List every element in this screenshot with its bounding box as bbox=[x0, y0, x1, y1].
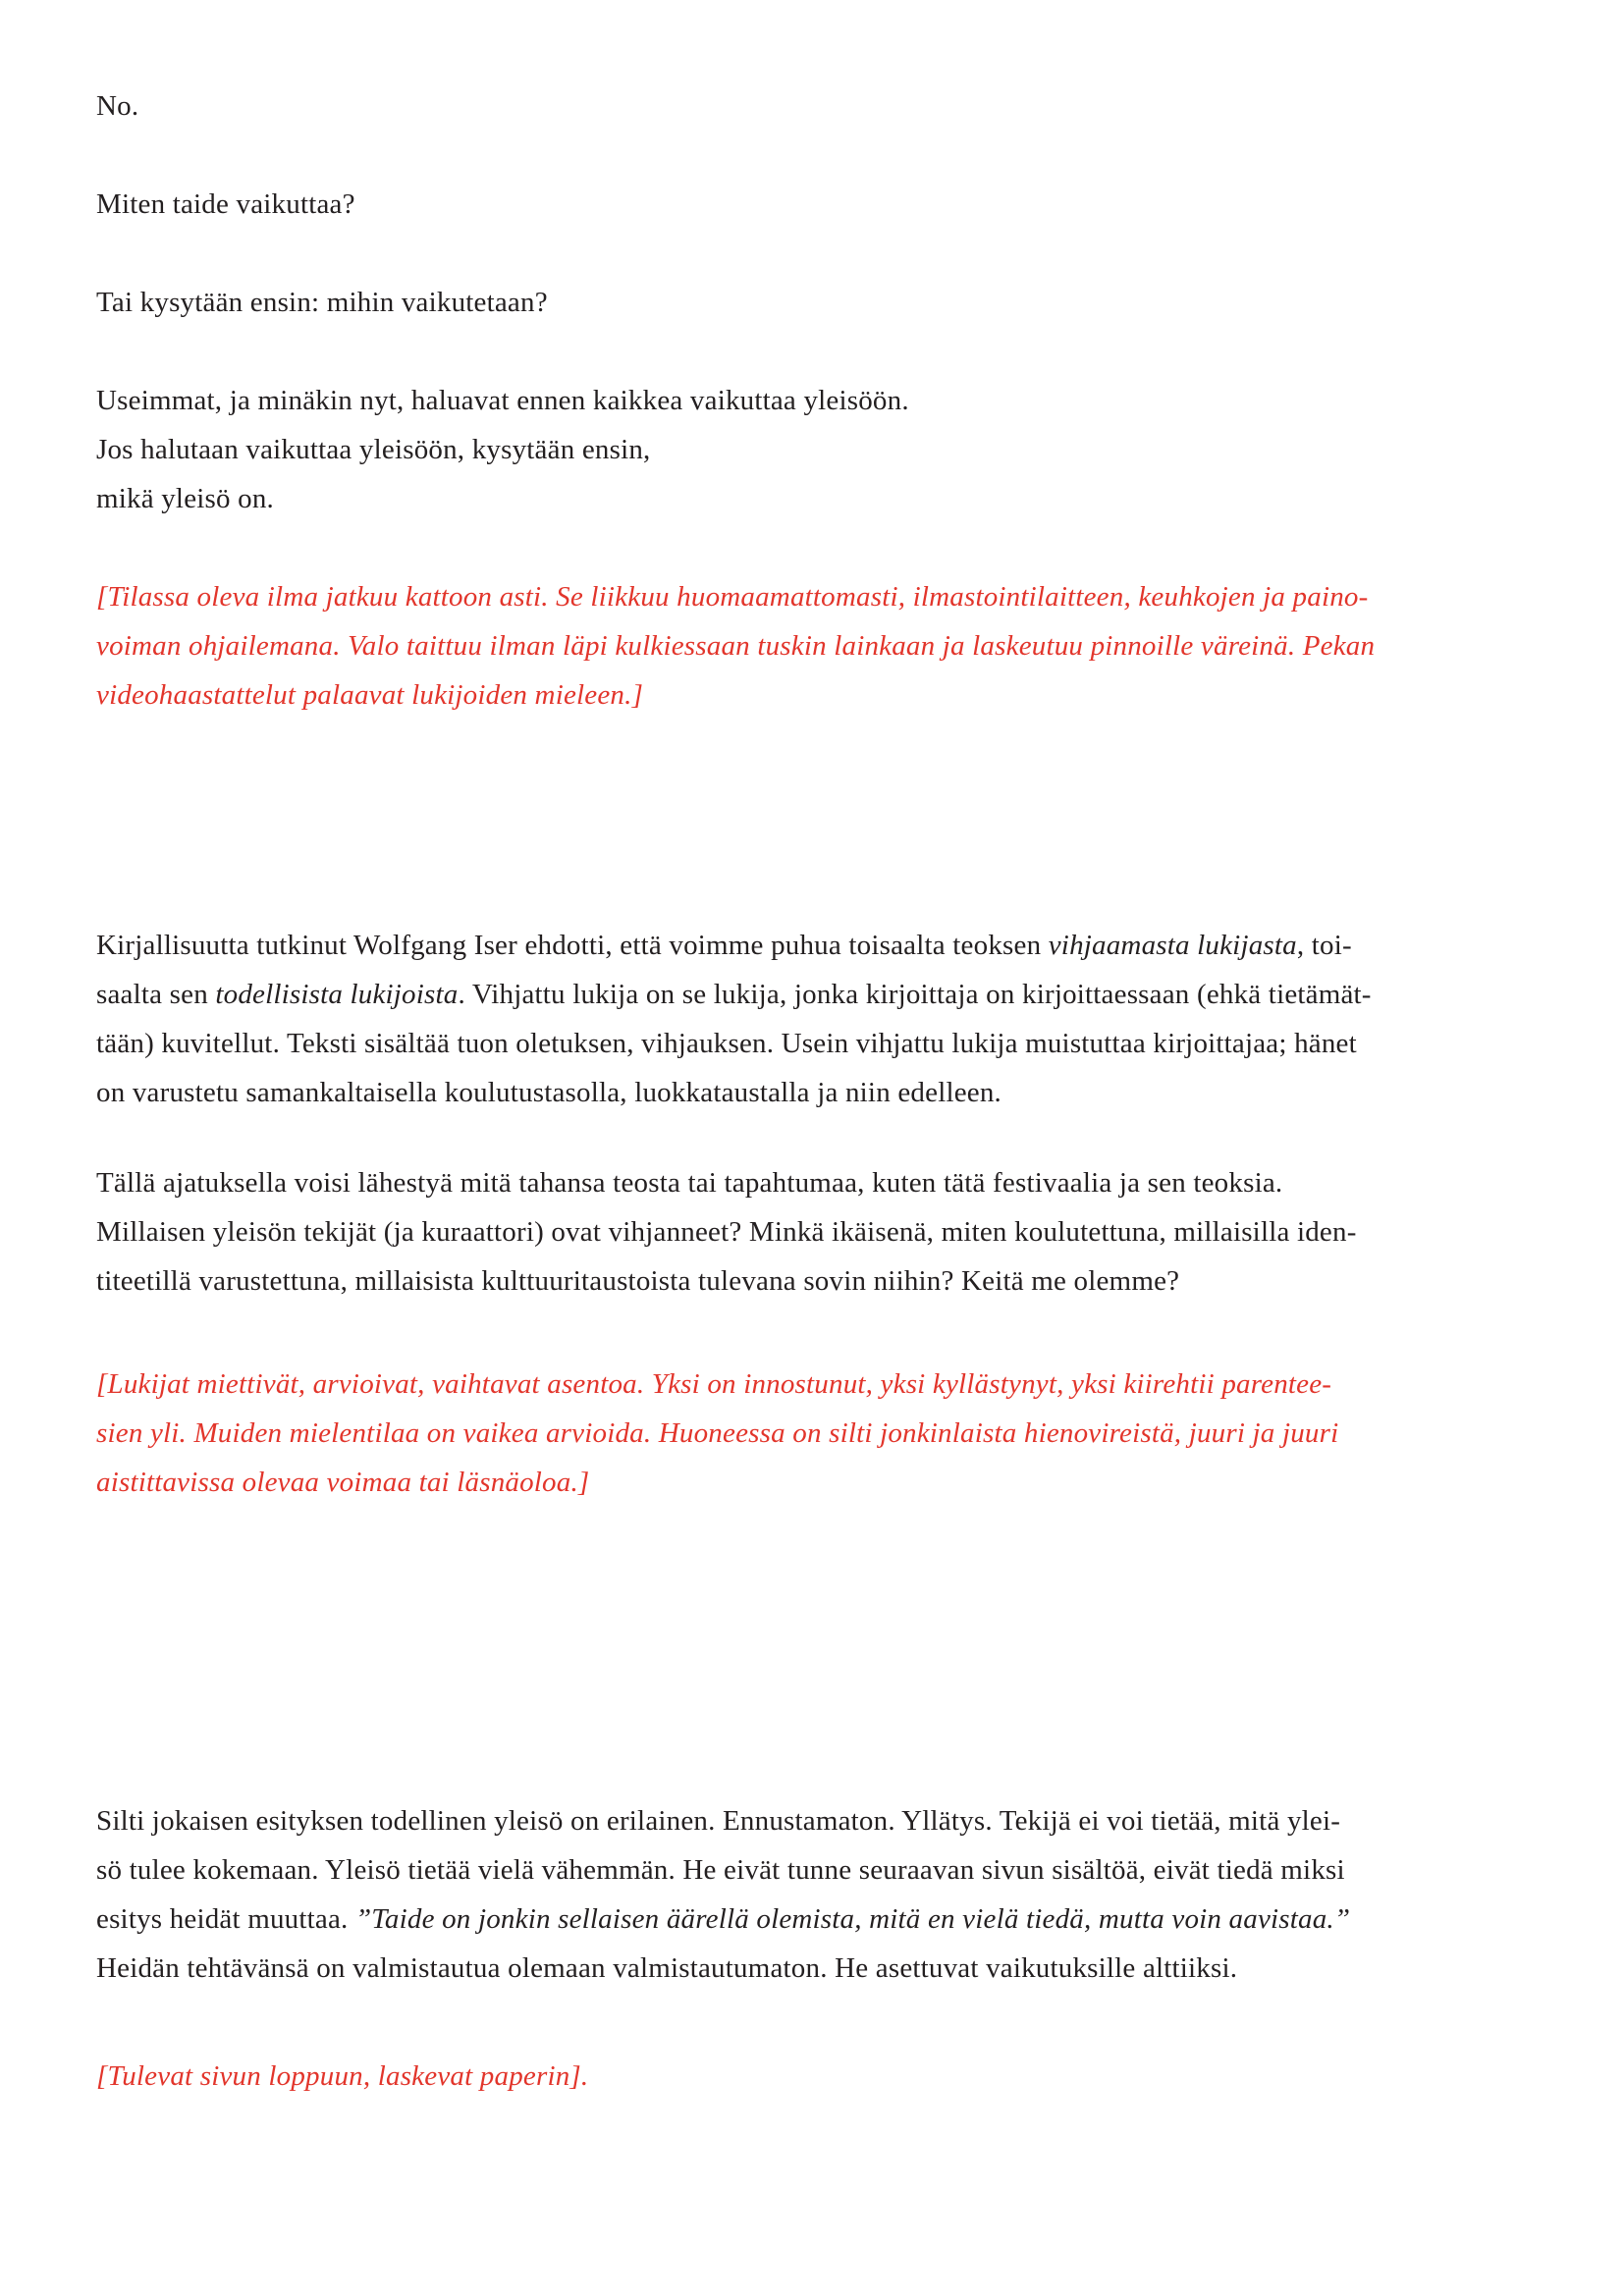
text-line: videohaastattelut palaavat lukijoiden mieleen.] bbox=[96, 679, 644, 711]
text-line: tään) kuvitellut. Teksti sisältää tuon oletuksen, vihjauksen. Usein vihjattu lukija muistuttaa kirjoittajaa; hänet bbox=[96, 1028, 1357, 1059]
text-line: Silti jokaisen esityksen todellinen yleisö on erilainen. Ennustamaton. Yllätys. Tekijä ei voi tietää, mitä ylei- bbox=[96, 1805, 1341, 1837]
paragraph-kirjallisuutta bbox=[96, 921, 1565, 1117]
text-line: Useimmat, ja minäkin nyt, haluavat ennen kaikkea vaikuttaa yleisöön. bbox=[96, 385, 909, 416]
text-line: Jos halutaan vaikuttaa yleisöön, kysytään ensin, bbox=[96, 434, 651, 465]
text-line: [Tilassa oleva ilma jatkuu kattoon asti. Se liikkuu huomaamattomasti, ilmastointilaitteen, keuhkojen ja paino- bbox=[96, 581, 1369, 613]
text-line: [Tulevat sivun loppuun, laskevat paperin]. bbox=[96, 2060, 589, 2092]
text-line: voiman ohjailemana. Valo taittuu ilman läpi kulkiessaan tuskin lainkaan ja laskeutuu pinnoille väreinä. Pekan bbox=[96, 630, 1376, 662]
paragraph-question-tai bbox=[96, 278, 1565, 327]
text-line: Kirjallisuutta tutkinut Wolfgang Iser ehdotti, että voimme puhua toisaalta teoksen vihjaamasta lukijasta, toi- bbox=[96, 930, 1352, 961]
text-line: aistittavissa olevaa voimaa tai läsnäoloa.] bbox=[96, 1467, 590, 1498]
text-line: Tällä ajatuksella voisi lähestyä mitä tahansa teosta tai tapahtumaa, kuten tätä festivaalia ja sen teoksia. bbox=[96, 1167, 1283, 1199]
text-line: sien yli. Muiden mielentilaa on vaikea arvioida. Huoneessa on silti jonkinlaista hienovireistä, juuri ja juuri bbox=[96, 1417, 1339, 1449]
stage-note-lukijat bbox=[96, 1360, 1565, 1507]
text-line: on varustetu samankaltaisella koulutustasolla, luokkataustalla ja niin edelleen. bbox=[96, 1077, 1001, 1108]
text-line: [Lukijat miettivät, arvioivat, vaihtavat asentoa. Yksi on innostunut, yksi kyllästynyt, yksi kiirehtii parentee- bbox=[96, 1368, 1332, 1400]
text-line: Millaisen yleisön tekijät (ja kuraattori) ovat vihjanneet? Minkä ikäisenä, miten koulutettuna, millaisilla iden- bbox=[96, 1216, 1357, 1248]
paragraph-useimmat bbox=[96, 376, 1565, 523]
paragraph-question-miten bbox=[96, 180, 1565, 229]
paragraph-no bbox=[96, 81, 1565, 131]
stage-note-tulevat bbox=[96, 2052, 1565, 2101]
text-line: Miten taide vaikuttaa? bbox=[96, 188, 355, 220]
text-line: titeetillä varustettuna, millaisista kulttuuritaustoista tulevana sovin niihin? Keitä me olemme? bbox=[96, 1265, 1180, 1297]
text-line: saalta sen todellisista lukijoista. Vihjattu lukija on se lukija, jonka kirjoittaja on kirjoittaessaan (ehkä tietämät- bbox=[96, 979, 1372, 1010]
text-line: Heidän tehtävänsä on valmistautua olemaan valmistautumaton. He asettuvat vaikutuksille alttiiksi. bbox=[96, 1952, 1238, 1984]
stage-note-ilma bbox=[96, 572, 1565, 720]
text-line: sö tulee kokemaan. Yleisö tietää vielä vähemmän. He eivät tunne seuraavan sivun sisältöä, eivät tiedä miksi bbox=[96, 1854, 1345, 1886]
text-line: mikä yleisö on. bbox=[96, 483, 275, 514]
text-line: No. bbox=[96, 90, 139, 122]
paragraph-silti bbox=[96, 1796, 1565, 1993]
text-line: Tai kysytään ensin: mihin vaikutetaan? bbox=[96, 287, 548, 318]
paragraph-talla bbox=[96, 1158, 1565, 1306]
text-line: esitys heidät muuttaa. ”Taide on jonkin sellaisen äärellä olemista, mitä en vielä tiedä, mutta voin aavistaa.” bbox=[96, 1903, 1351, 1935]
